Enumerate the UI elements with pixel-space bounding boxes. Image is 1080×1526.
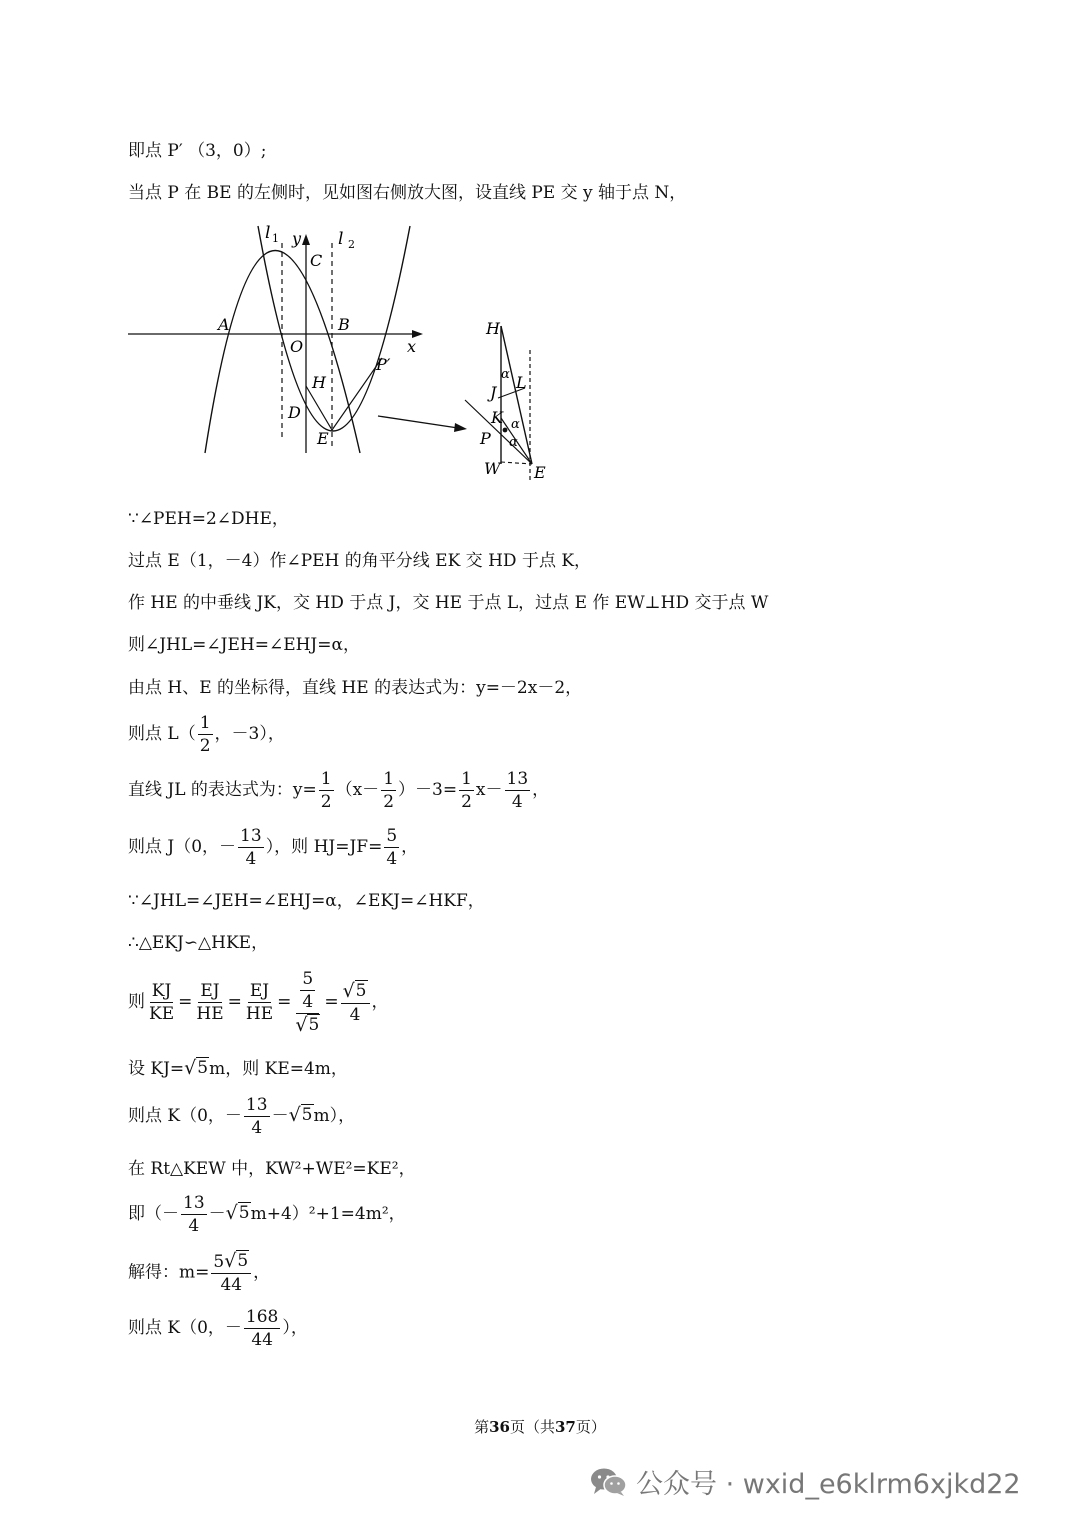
text-line: 作 HE 的中垂线 JK，交 HD 于点 J，交 HE 于点 L，过点 E 作 EW⊥HD 交于点 W xyxy=(128,593,769,613)
text-line: 由点 H、E 的坐标得，直线 HE 的表达式为：y=－2x－2， xyxy=(128,678,583,698)
label-l1-sub: 1 xyxy=(272,232,279,245)
fraction: $\frac{5}{4}$ √ 5 xyxy=(295,969,320,1036)
label-K: K xyxy=(491,408,503,427)
text-line: ∴△EKJ∽△HKE， xyxy=(128,933,269,953)
fraction: $\frac{1}{2}$ xyxy=(383,769,395,812)
text-line: 则点 J（0，－ $\frac{13}{4}$ ），则 HJ=JF= $\frac{5}{4}$ ， xyxy=(128,826,419,869)
fraction: $\frac{13}{4}$ xyxy=(183,1193,205,1236)
label-W: W xyxy=(484,459,501,478)
label-J: J xyxy=(490,383,497,402)
fraction: √ 5 4 xyxy=(341,980,370,1026)
fraction: $\frac{1}{2}$ xyxy=(320,769,332,812)
fraction: $\frac{1}{2}$ xyxy=(461,769,472,812)
fraction: $\frac{168}{44}$ xyxy=(245,1307,279,1350)
label-D: D xyxy=(288,403,301,422)
label-Pprime: P′ xyxy=(376,355,391,374)
label-A: A xyxy=(218,315,230,334)
wechat-icon xyxy=(590,1467,628,1497)
page-footer: 第36页（共37页） xyxy=(474,1418,606,1436)
label-H2: H xyxy=(486,319,500,338)
text-line: ∵∠JHL=∠JEH=∠EHJ=α，∠EKJ=∠HKF， xyxy=(128,891,485,911)
text-line: 则 $\frac{KJ}{KE}$ = $\frac{EJ}{HE}$ = $\frac{EJ}{HE}$ = $\frac{5}{4}$ √ 5 = √ 5 4 ， xyxy=(128,969,389,1036)
fraction: 5 √ 5 44 xyxy=(211,1250,251,1296)
watermark xyxy=(590,1462,1021,1501)
fraction: $\frac{5}{4}$ xyxy=(386,826,398,869)
label-alpha: α xyxy=(501,367,510,382)
fraction: $\frac{KJ}{KE}$ xyxy=(149,981,175,1024)
text-line: 当点 P 在 BE 的左侧时，见如图右侧放大图，设直线 PE 交 y 轴于点 N， xyxy=(128,183,687,203)
fraction: $\frac{13}{4}$ xyxy=(506,769,529,812)
text-line: 则点 K（0，－ $\frac{168}{44}$ ）， xyxy=(128,1307,308,1350)
label-B: B xyxy=(338,315,350,334)
label-l1: l xyxy=(265,223,271,243)
label-x: x xyxy=(407,337,417,356)
text-line: 则∠JHL=∠JEH=∠EHJ=α， xyxy=(128,635,360,655)
text-line: 在 Rt△KEW 中，KW²+WE²=KE²， xyxy=(128,1159,416,1179)
label-l2: l xyxy=(338,229,344,249)
label-O: O xyxy=(290,337,304,356)
label-H: H xyxy=(312,373,326,392)
text-line: 直线 JL 的表达式为：y= $\frac{1}{2}$ （x－ $\frac{1}{2}$ ）－3= $\frac{1}{2}$ x－ $\frac{13}{4}$ ， xyxy=(128,769,550,812)
parabola-figure xyxy=(120,218,560,490)
label-alpha: α xyxy=(509,435,518,450)
text-line: 则点 K（0，－ $\frac{13}{4}$ － √ 5 m）， xyxy=(128,1095,356,1138)
label-C: C xyxy=(310,251,323,270)
label-y: y xyxy=(292,229,302,248)
text-line: 即（－ $\frac{13}{4}$ － √ 5 m+4）²+1=4m²， xyxy=(128,1193,406,1236)
label-alpha: α xyxy=(511,417,520,432)
label-l2-sub: 2 xyxy=(348,238,355,251)
watermark-text: 公众号 · wxid_e6klrm6xjkd22 xyxy=(636,1469,1021,1500)
fraction: $\frac{EJ}{HE}$ xyxy=(196,981,224,1024)
label-L: L xyxy=(516,373,527,392)
label-P: P xyxy=(480,429,491,448)
text-line: 过点 E（1，－4）作∠PEH 的角平分线 EK 交 HD 于点 K， xyxy=(128,551,592,571)
fraction: $\frac{1}{2}$ xyxy=(199,713,211,756)
label-E2: E xyxy=(534,463,546,482)
text-line: 则点 L（ $\frac{1}{2}$ ，－3）， xyxy=(128,713,285,756)
fraction: $\frac{13}{4}$ xyxy=(245,1095,268,1138)
label-E: E xyxy=(317,429,329,448)
fraction: $\frac{13}{4}$ xyxy=(240,826,262,869)
text-line: ∵∠PEH=2∠DHE， xyxy=(128,509,289,529)
fraction: $\frac{EJ}{HE}$ xyxy=(245,981,274,1024)
text-line: 设 KJ= √ 5 m，则 KE=4m， xyxy=(128,1057,348,1079)
text-line: 即点 P′ （3，0）; xyxy=(128,141,267,161)
text-line: 解得：m= 5 √ 5 44 ， xyxy=(128,1250,271,1295)
